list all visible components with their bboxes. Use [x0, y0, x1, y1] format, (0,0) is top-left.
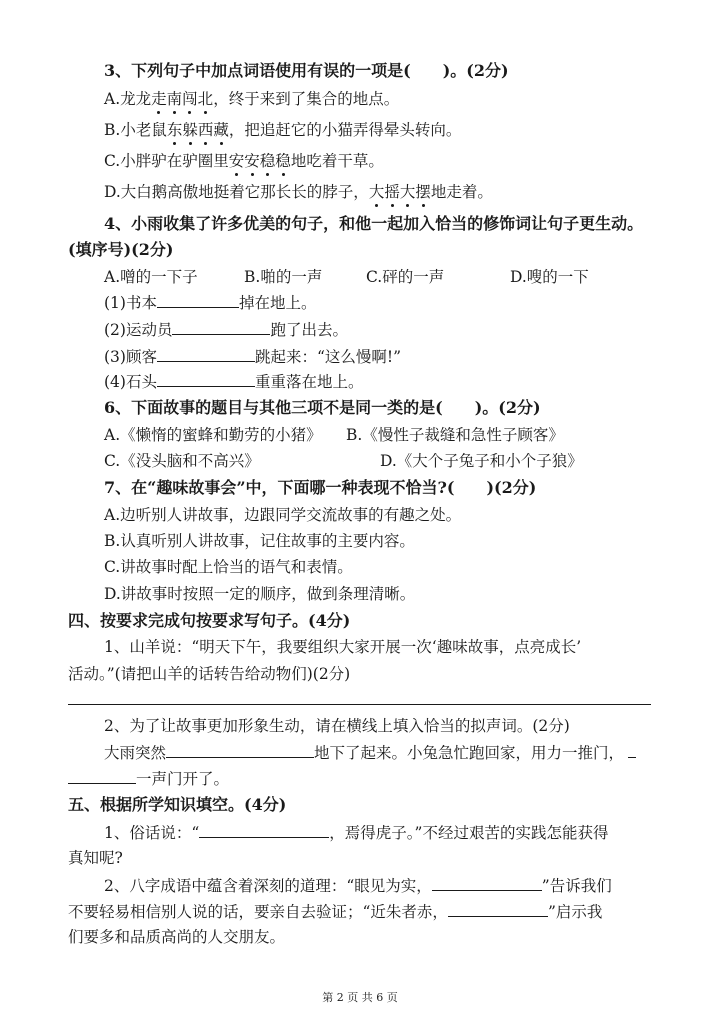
q6-option-a: A.《懒惰的蜜蜂和勤劳的小猪》: [104, 426, 322, 444]
q3-title: 3、下列句子中加点词语使用有误的一项是( )。(2分): [104, 61, 509, 80]
sec5-q1-start: 1、俗话说：“: [104, 824, 200, 842]
section4-title: 四、按要求完成句按要求写句子。(4分): [68, 611, 351, 630]
emphasis-dot-char: 躲: [182, 121, 198, 139]
q3-b-rest: ，把追赶它的小猫弄得晕头转向。: [228, 121, 462, 139]
q4-title: 4、小雨收集了许多优美的句子，和他一起加入恰当的修饰词让句子更生动。: [104, 214, 644, 233]
q4-sentence-2: [104, 319, 348, 340]
sec5-q1-line1: [104, 822, 608, 843]
emphasis-dot-char: 西: [197, 121, 214, 139]
q3-a-text: A.龙龙: [104, 90, 152, 108]
sec5-q2-start: 2、八字成语中蕴含着深刻的道理：“眼见为实，: [104, 877, 432, 895]
q4-s3-end: 跳起来：“这么慢啊!”: [254, 348, 402, 366]
answer-blank[interactable]: [432, 875, 542, 891]
q3-d-text: D.大白鹅高傲地挺着它那长长的脖子，: [104, 183, 369, 201]
q4-sentence-3: [104, 346, 401, 367]
answer-blank[interactable]: [68, 768, 136, 784]
q6-title: 6、下面故事的题目与其他三项不是同一类的是( )。(2分): [104, 398, 541, 417]
q4-s4-end: 重重落在地上。: [254, 373, 364, 391]
sec4-q2-line3: [68, 768, 229, 789]
q6-option-c: C.《没头脑和不高兴》: [104, 452, 260, 470]
sec4-q1-line2: 活动。”(请把山羊的话转告给动物们)(2分): [68, 665, 351, 683]
answer-line[interactable]: [68, 704, 651, 705]
sec5-q2-line3: 们要多和品质高尚的人交朋友。: [68, 928, 286, 946]
emphasis-dot-char: 东: [166, 121, 183, 139]
q4-s2-end: 跑了出去。: [270, 321, 348, 339]
q6-option-d: D.《大个子兔子和小个子狼》: [380, 452, 583, 470]
q4-option-c: C.砰的一声: [366, 268, 445, 286]
sec5-q1-end: ，焉得虎子。”不经过艰苦的实践怎能获得: [329, 824, 609, 842]
q4-sentence-4: [104, 371, 363, 392]
q3-option-a: [104, 89, 399, 109]
answer-blank[interactable]: [166, 742, 314, 758]
q7-option-d: D.讲故事时按照一定的顺序，做到条理清晰。: [104, 585, 416, 603]
q3-b-text: B.小老鼠: [104, 121, 167, 139]
emphasis-dot-char: 安: [244, 152, 260, 170]
emphasis-dot-char: 摆: [415, 183, 431, 201]
q4-s4-start: (4)石头: [104, 373, 157, 391]
q4-title-line2: (填序号)(2分): [68, 240, 174, 259]
sec4-q2-line1: 2、为了让故事更加形象生动，请在横线上填入恰当的拟声词。(2分): [104, 717, 570, 735]
q7-option-c: C.讲故事时配上恰当的语气和表情。: [104, 558, 353, 576]
answer-blank-start[interactable]: [628, 742, 636, 758]
sec4-q2-line2: [104, 742, 636, 763]
sec5-q2-line2-start: 不要轻易相信别人说的话，要亲自去验证；“近朱者赤，: [68, 903, 448, 921]
answer-blank[interactable]: [172, 319, 270, 335]
emphasis-dot-char: 大: [399, 183, 416, 201]
q4-s2-start: (2)运动员: [104, 321, 173, 339]
sec5-q2-line1: [104, 875, 612, 896]
emphasis-dot-char: 南: [166, 90, 183, 108]
q4-sentence-1: [104, 292, 316, 313]
q3-option-d: [104, 182, 493, 202]
emphasis-dot-char: 稳: [259, 152, 276, 170]
section5-title: 五、根据所学知识填空。(4分): [68, 795, 287, 814]
q7-option-b: B.认真听别人讲故事，记住故事的主要内容。: [104, 532, 415, 550]
q4-option-b: B.啪的一声: [244, 268, 323, 286]
emphasis-dot-char: 摇: [384, 183, 400, 201]
q3-b-dotted: [167, 121, 229, 139]
answer-blank[interactable]: [157, 371, 255, 387]
sec4-q1-line1: 1、山羊说：“明天下午，我要组织大家开展一次‘趣味故事，点亮成长’: [104, 638, 582, 656]
sec5-q1-line2: 真知呢?: [68, 849, 123, 867]
q4-s3-start: (3)顾客: [104, 348, 157, 366]
sec5-q2-line2: [68, 901, 602, 922]
answer-blank[interactable]: [199, 822, 329, 838]
q7-option-a: A.边听别人讲故事，边跟同学交流故事的有趣之处。: [104, 506, 462, 524]
answer-blank[interactable]: [448, 901, 548, 917]
q3-a-rest: ，终于来到了集合的地点。: [213, 90, 400, 108]
q3-d-dotted: [369, 183, 431, 201]
sec4-q2-end: 一声门开了。: [136, 770, 230, 788]
q3-c-dotted: [229, 152, 291, 170]
emphasis-dot-char: 闯: [182, 90, 198, 108]
answer-blank[interactable]: [157, 346, 255, 362]
sec5-q2-end: ”告诉我们: [541, 877, 612, 895]
q3-option-b: [104, 120, 461, 140]
answer-blank[interactable]: [157, 292, 239, 308]
q3-d-rest: 地走着。: [430, 183, 493, 201]
emphasis-dot-char: 走: [151, 90, 167, 108]
q3-c-text: C.小胖驴在驴圈里: [104, 152, 229, 170]
emphasis-dot-char: 大: [368, 183, 385, 201]
emphasis-dot-char: 藏: [213, 121, 229, 139]
emphasis-dot-char: 安: [228, 152, 245, 170]
q6-option-b: B.《慢性子裁缝和急性子顾客》: [346, 426, 564, 444]
page-footer: 第 2 页 共 6 页: [322, 991, 398, 1004]
q4-option-a: A.噌的一下子: [104, 268, 198, 286]
sec4-q2-middle: 地下了起来。小兔急忙跑回家，用力一推门，: [314, 744, 625, 762]
sec5-q2-line2-end: ”启示我: [547, 903, 603, 921]
q4-s1-start: (1)书本: [104, 294, 157, 312]
q4-s1-end: 掉在地上。: [238, 294, 317, 312]
q3-c-rest: 地吃着干草。: [290, 152, 384, 170]
sec4-q2-start: 大雨突然: [104, 744, 167, 762]
q3-option-c: [104, 151, 384, 171]
q4-option-d: D.嗖的一下: [510, 268, 589, 286]
q3-a-dotted: [151, 90, 213, 108]
emphasis-dot-char: 北: [197, 90, 214, 108]
emphasis-dot-char: 稳: [275, 152, 291, 170]
q7-title: 7、在“趣味故事会”中，下面哪一种表现不恰当?( )(2分): [104, 478, 537, 497]
